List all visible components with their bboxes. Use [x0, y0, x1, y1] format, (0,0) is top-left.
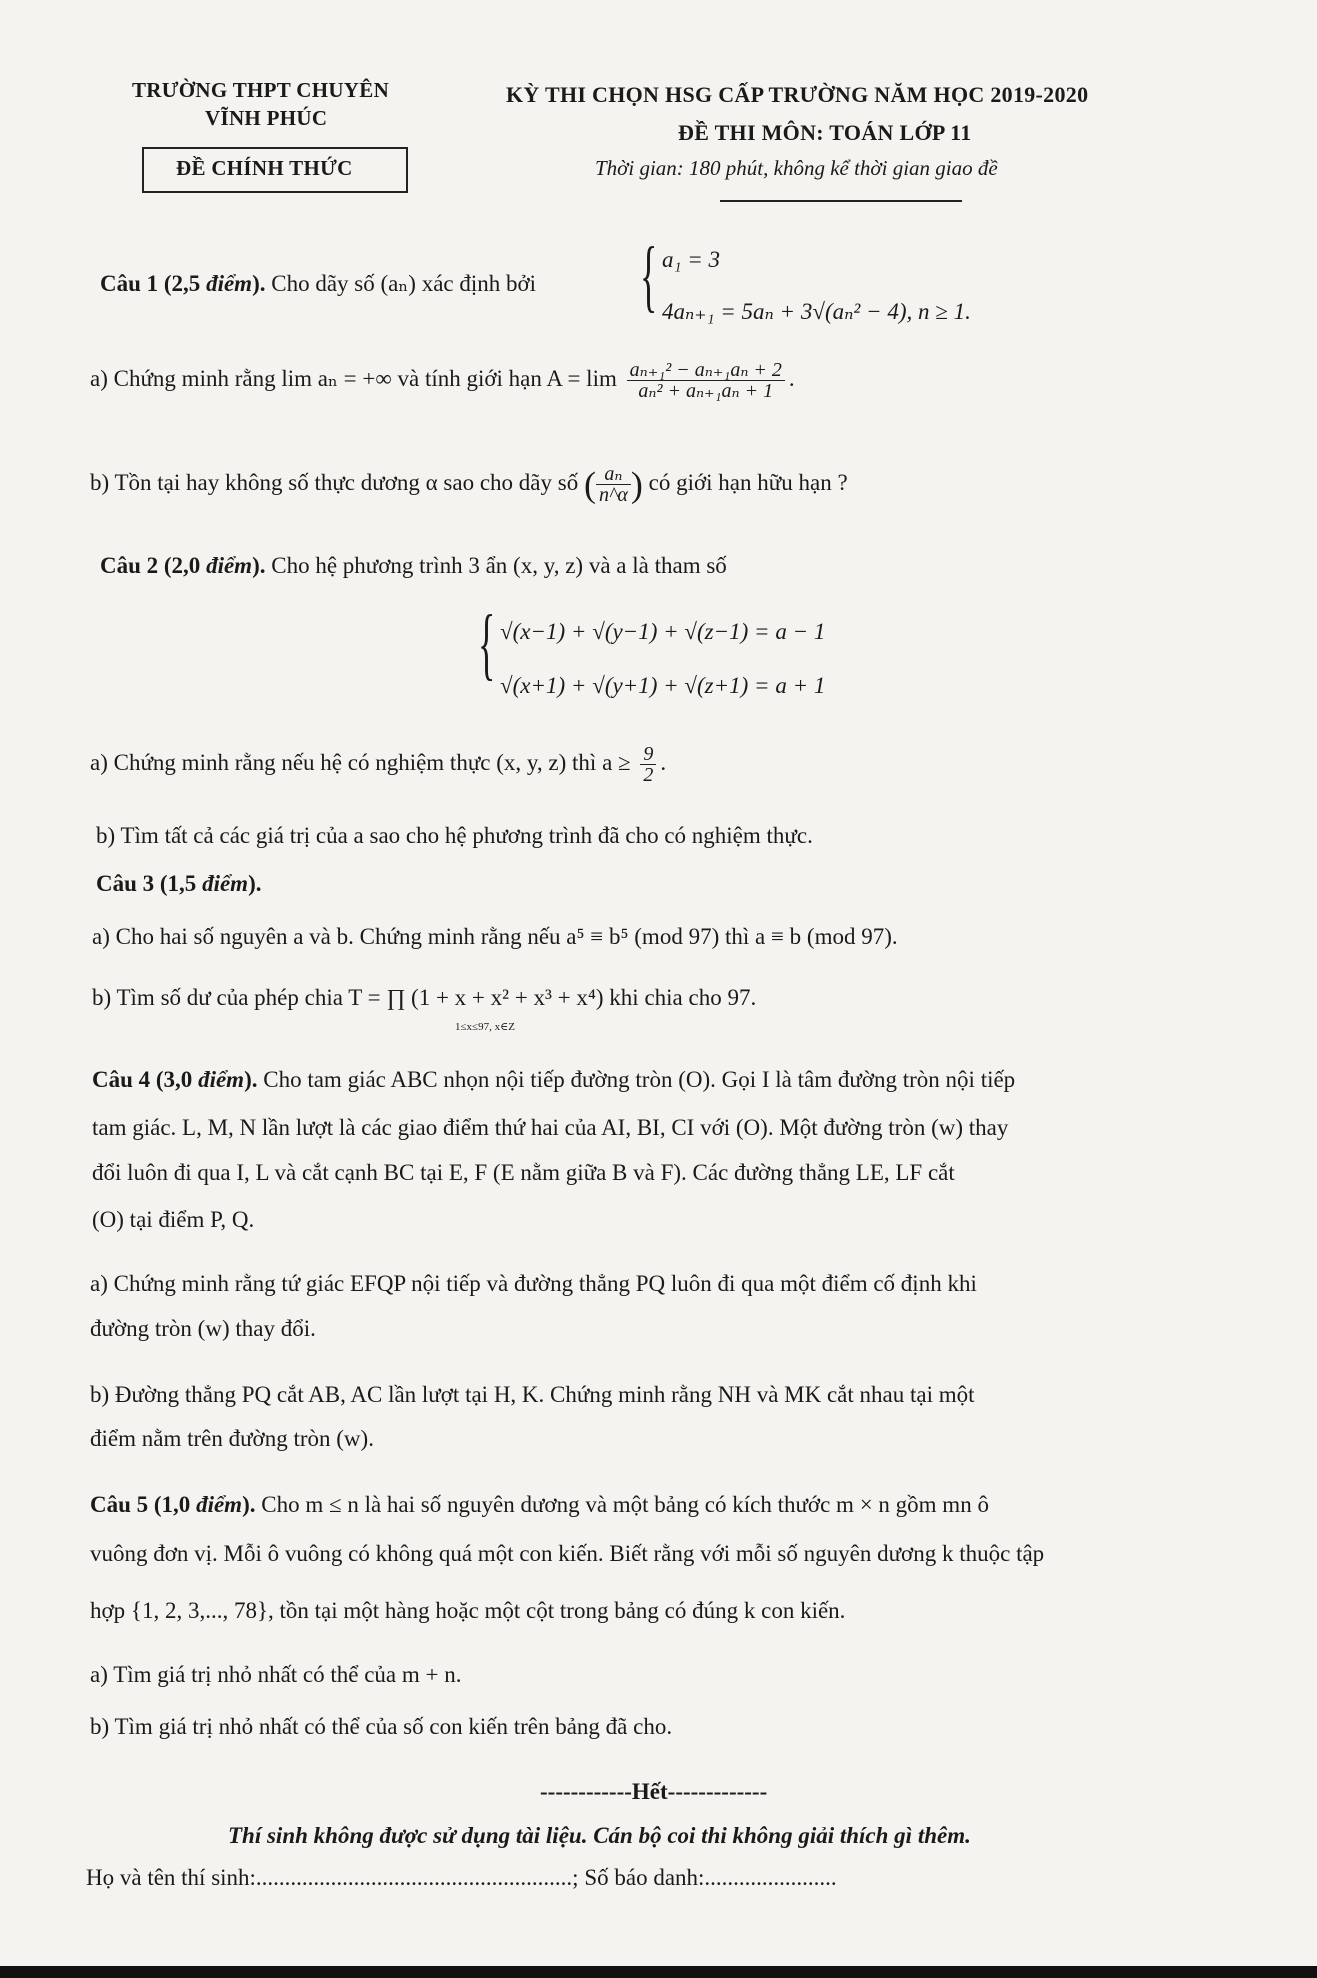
q4-text1: Cho tam giác ABC nhọn nội tiếp đường tròn (O). Gọi I là tâm đường tròn nội tiếp	[257, 1067, 1016, 1092]
q3-label-end: ).	[248, 871, 262, 896]
q1-system-brace: {	[640, 232, 658, 320]
q2-label: Câu 2 (2,0	[100, 553, 207, 578]
q2-a-numerator: 9	[640, 744, 656, 765]
q1-intro	[100, 272, 536, 295]
end-marker: ------------Hết-------------	[540, 1779, 768, 1804]
q4-part-a-line2: đường tròn (w) thay đổi.	[90, 1316, 316, 1341]
q5-label-end: ).	[242, 1492, 256, 1517]
q1-b-end: có giới hạn hữu hạn ?	[648, 469, 848, 495]
q1-intro-text: Cho dãy số (aₙ) xác định bởi	[265, 271, 537, 296]
q1-b-numerator: aₙ	[596, 464, 631, 485]
q2-points: điểm	[206, 553, 253, 578]
q1-part-a	[90, 360, 795, 401]
q4-line4: (O) tại điểm P, Q.	[92, 1207, 255, 1232]
q5-label: Câu 5 (1,0	[90, 1492, 197, 1517]
q1-b-denominator: n^α	[598, 484, 628, 506]
q5-points: điểm	[196, 1492, 243, 1517]
school-name: TRƯỜNG THPT CHUYÊN	[132, 78, 390, 102]
q5-line3: hợp {1, 2, 3,..., 78}, tồn tại một hàng hoặc một cột trong bảng có đúng k con kiến.	[90, 1598, 846, 1623]
q2-a-fraction	[640, 744, 656, 785]
q4-label: Câu 4 (3,0	[92, 1067, 199, 1092]
q3-product-subscript: 1≤x≤97, x∈Z	[455, 1021, 515, 1033]
q4-points: điểm	[198, 1067, 245, 1092]
q1-part-b: b) Tồn tại hay không số thực dương α sao cho dãy số ( $\frac{\text{aₙ}}{n\^{}\alpha}$ ) có giới hạn hữu hạn ?	[90, 463, 848, 506]
q1-a-end: .	[788, 365, 795, 391]
exam-time: Thời gian: 180 phút, không kể thời gian giao đề	[595, 156, 998, 180]
q3-label: Câu 3 (1,5	[96, 871, 203, 896]
school-location: VĨNH PHÚC	[205, 106, 328, 130]
footer-note: Thí sinh không được sử dụng tài liệu. Cán bộ coi thi không giải thích gì thêm.	[228, 1823, 971, 1848]
q3-part-a: a) Cho hai số nguyên a và b. Chứng minh rằng nếu a⁵ ≡ b⁵ (mod 97) thì a ≡ b (mod 97).	[92, 924, 898, 949]
q4-part-b-line1: b) Đường thẳng PQ cắt AB, AC lần lượt tại H, K. Chứng minh rằng NH và MK cắt nhau tại một	[90, 1382, 975, 1407]
q5-line2: vuông đơn vị. Mỗi ô vuông có không quá một con kiến. Biết rằng với mỗi số nguyên dương k thuộc tập	[90, 1541, 1045, 1566]
q4-line2: tam giác. L, M, N lần lượt là các giao điểm thứ hai của AI, BI, CI với (O). Một đường tròn (w) thay	[92, 1115, 1009, 1140]
q1-system-eq2: 4aₙ₊₁ = 5aₙ + 3√(aₙ² − 4), n ≥ 1.	[662, 299, 971, 324]
q4-part-a-line1: a) Chứng minh rằng tứ giác EFQP nội tiếp và đường thẳng PQ luôn đi qua một điểm cố định khi	[90, 1271, 977, 1296]
q2-system-eq2: √(x+1) + √(y+1) + √(z+1) = a + 1	[500, 673, 826, 698]
q4-label-end: ).	[244, 1067, 258, 1092]
q5-part-b: b) Tìm giá trị nhỏ nhất có thể của số con kiến trên bảng đã cho.	[90, 1714, 673, 1739]
q1-b-text: b) Tồn tại hay không số thực dương α sao cho dãy số	[90, 469, 579, 495]
q1-a-denominator: aₙ² + aₙ₊₁aₙ + 1	[638, 380, 774, 402]
official-label: ĐỀ CHÍNH THỨC	[176, 156, 353, 180]
exam-subject: ĐỀ THI MÔN: TOÁN LỚP 11	[678, 120, 972, 145]
q2-part-a	[90, 744, 666, 785]
exam-title: KỲ THI CHỌN HSG CẤP TRƯỜNG NĂM HỌC 2019-2020	[506, 82, 1089, 107]
q5-line1	[90, 1493, 989, 1516]
q3-points: điểm	[202, 871, 249, 896]
q1-a-fraction	[627, 360, 785, 401]
q2-part-b: b) Tìm tất cả các giá trị của a sao cho hệ phương trình đã cho có nghiệm thực.	[96, 823, 813, 848]
q2-a-denominator: 2	[643, 764, 654, 786]
q5-part-a: a) Tìm giá trị nhỏ nhất có thể của m + n.	[90, 1662, 462, 1687]
q1-a-text: a) Chứng minh rằng lim aₙ = +∞ và tính giới hạn A = lim	[90, 365, 617, 391]
q2-a-end: .	[660, 749, 667, 775]
q2-system-brace: {	[478, 600, 496, 688]
q1-a-numerator: aₙ₊₁² − aₙ₊₁aₙ + 2	[627, 360, 785, 381]
q4-line3: đổi luôn đi qua I, L và cắt cạnh BC tại E, F (E nằm giữa B và F). Các đường thẳng LE, LF cắt	[92, 1160, 955, 1185]
q3-heading	[96, 872, 261, 895]
q1-points: điểm	[206, 271, 253, 296]
q3-part-b: b) Tìm số dư của phép chia T = ∏ (1 + x + x² + x³ + x⁴) khi chia cho 97.	[92, 985, 757, 1010]
q1-label: Câu 1 (2,5	[100, 271, 207, 296]
candidate-info-field: Họ và tên thí sinh:.......................................................; Số báo danh:.......................	[86, 1865, 837, 1890]
q2-intro	[100, 554, 727, 577]
q4-part-b-line2: điểm nằm trên đường tròn (w).	[90, 1426, 374, 1451]
q2-label-end: ).	[252, 553, 266, 578]
q4-line1	[92, 1068, 1015, 1091]
q2-a-text: a) Chứng minh rằng nếu hệ có nghiệm thực (x, y, z) thì a ≥	[90, 749, 631, 775]
q5-text1: Cho m ≤ n là hai số nguyên dương và một bảng có kích thước m × n gồm mn ô	[255, 1492, 989, 1517]
header-rule	[720, 200, 962, 202]
q1-b-fraction	[596, 464, 631, 505]
q2-system-eq1: √(x−1) + √(y−1) + √(z−1) = a − 1	[500, 619, 826, 644]
q2-intro-text: Cho hệ phương trình 3 ẩn (x, y, z) và a là tham số	[265, 553, 727, 578]
q1-label-end: ).	[252, 271, 266, 296]
q1-system-eq1: a₁ = 3	[662, 247, 721, 272]
scan-edge	[0, 1966, 1317, 1978]
